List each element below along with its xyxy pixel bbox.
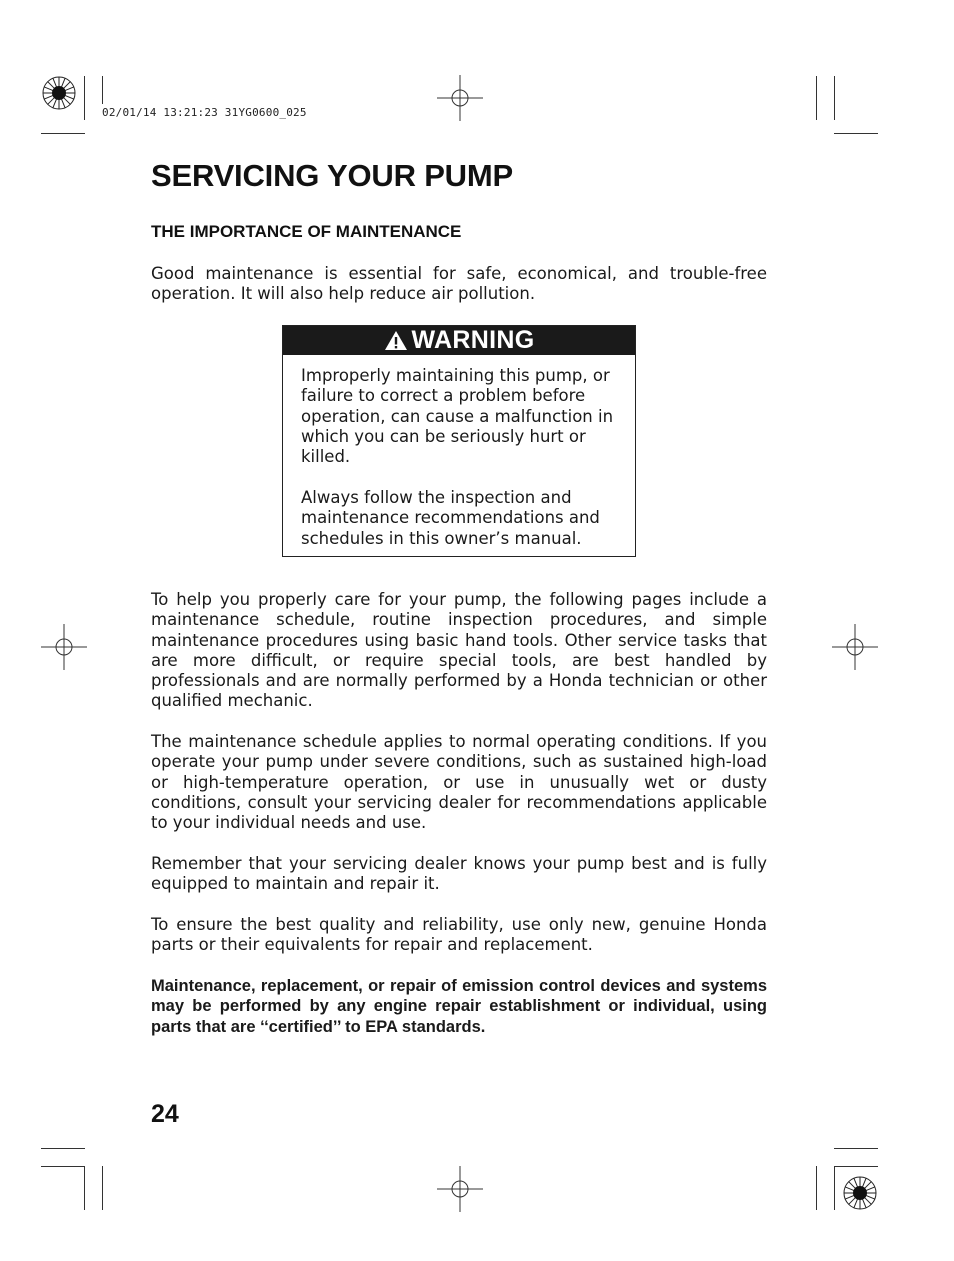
crop-mark	[834, 76, 835, 120]
registration-crosshair-icon	[41, 624, 87, 670]
warning-header	[283, 326, 635, 355]
intro-paragraph: Good maintenance is essential for safe, economical, and trouble-free operation. It will also help reduce air pollution.	[151, 264, 767, 304]
registration-crosshair-icon	[832, 624, 878, 670]
crop-mark	[41, 1148, 85, 1149]
warning-triangle-icon	[384, 330, 408, 351]
page-title: SERVICING YOUR PUMP	[151, 158, 513, 193]
body-paragraph: Remember that your servicing dealer knows your pump best and is fully equipped to maintain and repair it.	[151, 854, 767, 894]
crop-mark	[816, 76, 817, 120]
registration-crosshair-icon	[437, 1166, 483, 1212]
body-paragraph: To ensure the best quality and reliability, use only new, genuine Honda parts or their equivalents for repair and replacement.	[151, 915, 767, 955]
section-heading: THE IMPORTANCE OF MAINTENANCE	[151, 222, 462, 241]
crop-mark	[816, 1166, 817, 1210]
crop-mark	[102, 1166, 103, 1210]
crop-mark	[834, 133, 878, 134]
registration-crosshair-icon	[437, 75, 483, 121]
crop-mark	[834, 1166, 878, 1167]
crop-mark	[102, 76, 103, 104]
crop-mark	[834, 1166, 835, 1210]
print-stamp: 02/01/14 13:21:23 31YG0600_025	[102, 106, 307, 119]
warning-paragraph: Always follow the inspection and maintenance recommendations and schedules in this owner’s manual.	[301, 488, 600, 548]
registration-starburst-icon	[842, 1175, 878, 1211]
crop-mark	[84, 76, 85, 120]
warning-label: WARNING	[411, 326, 535, 354]
warning-box	[282, 325, 636, 557]
page-number: 24	[151, 1100, 179, 1128]
body-paragraph: The maintenance schedule applies to normal operating conditions. If you operate your pump under severe conditions, such as sustained high-load or high-temperature operation, or use in unusually wet or dusty conditions, consult your servicing dealer for recommendations applicable to your individual needs and use.	[151, 732, 767, 833]
registration-starburst-icon	[41, 75, 77, 111]
crop-mark	[84, 1166, 85, 1210]
body-paragraph: To help you properly care for your pump, the following pages include a maintenance schedule, routine inspection procedures, and simple maintenance procedures using basic hand tools. Other service tasks that are more difficult, or require special tools, are best handled by professionals and are normally performed by a Honda technician or other qualified mechanic.	[151, 590, 767, 711]
crop-mark	[834, 1148, 878, 1149]
warning-paragraph: Improperly maintaining this pump, or failure to correct a problem before operation, can cause a malfunction in which you can be seriously hurt or killed.	[301, 366, 614, 467]
emission-notice: Maintenance, replacement, or repair of emission control devices and systems may be performed by any engine repair establishment or individual, using parts that are ‘‘certified’’ to EPA standards.	[151, 977, 767, 1036]
crop-mark	[41, 1166, 85, 1167]
crop-mark	[41, 133, 85, 134]
